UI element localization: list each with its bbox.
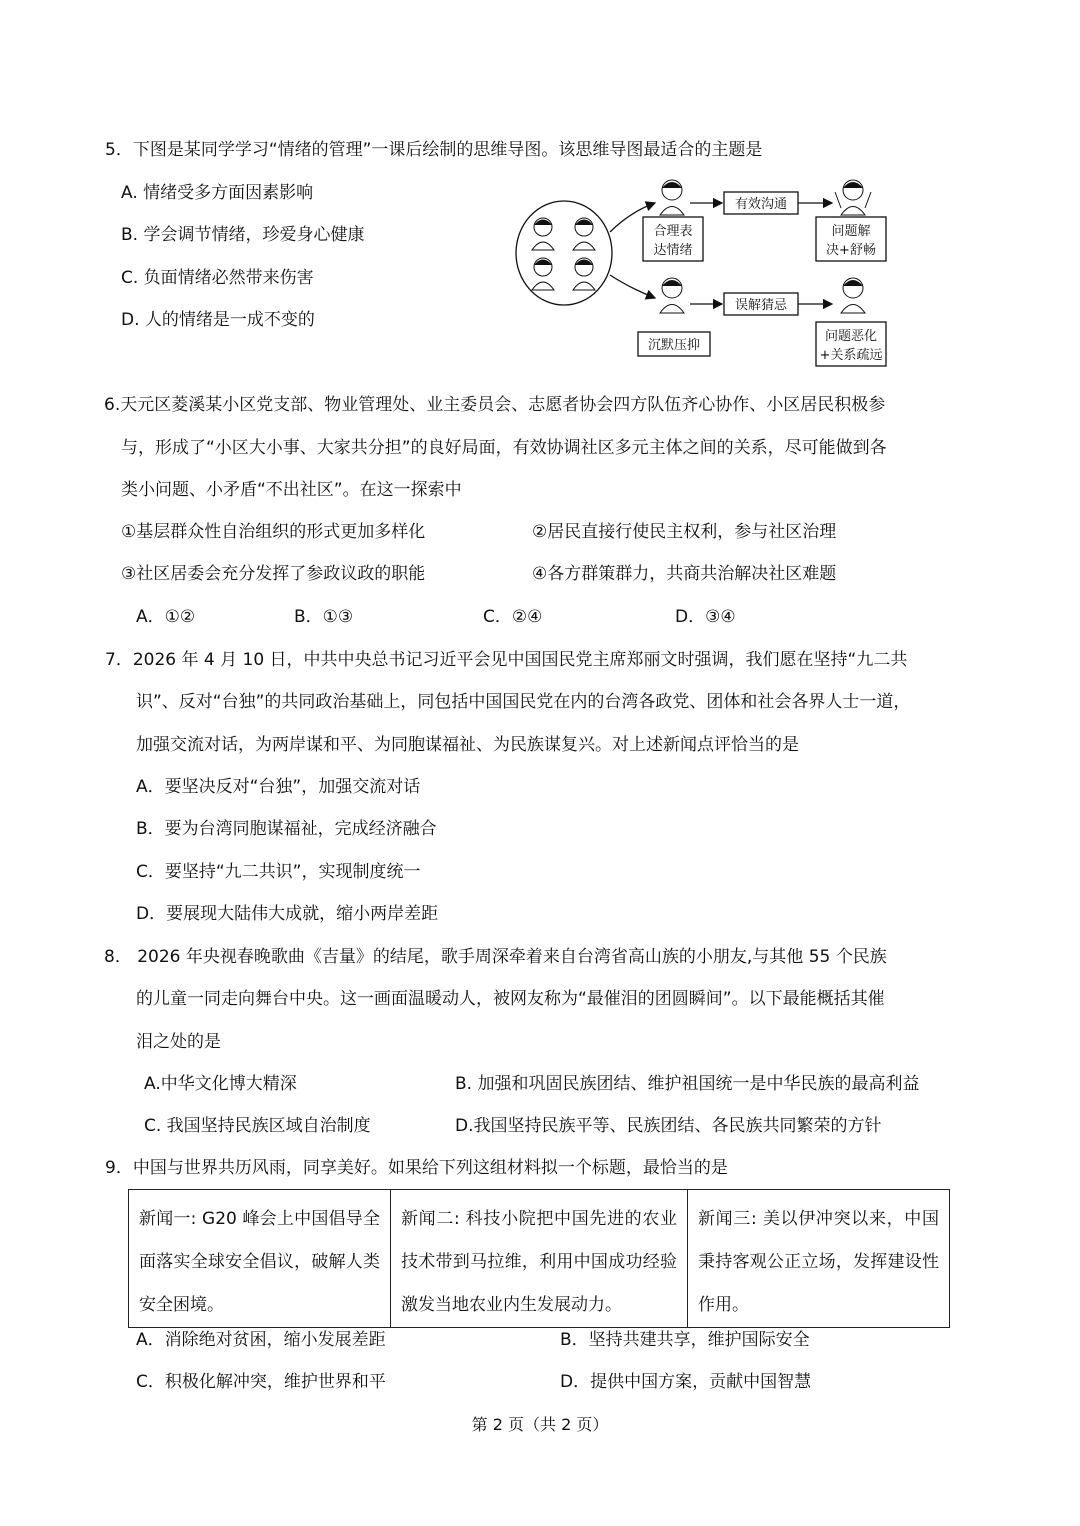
q7-stem-line3: 加强交流对话，为两岸谋和平、为同胞谋福祉、为民族谋复兴。对上述新闻点评恰当的是 <box>136 735 799 755</box>
q9-news-table <box>128 1189 950 1328</box>
q5-option-d: D. 人的情绪是一成不变的 <box>121 310 315 330</box>
q6-stem-line3: 类小问题、小矛盾“不出社区”。在这一探索中 <box>121 480 462 500</box>
top-right-box-line2: 决+舒畅 <box>826 243 876 258</box>
news-cell-1: 新闻一: G20 峰会上中国倡导全面落实全球安全倡议，破解人类安全困境。 <box>129 1190 391 1328</box>
q6-option-b: B．①③ <box>294 607 354 627</box>
person-icon <box>660 278 684 313</box>
q9-option-c: C．积极化解冲突，维护世界和平 <box>136 1372 386 1392</box>
news-cell-2: 新闻二: 科技小院把中国先进的农业技术带到马拉维，利用中国成功经验激发当地农业内生发展动力。 <box>391 1190 688 1328</box>
q6-option-c: C．②④ <box>483 607 543 627</box>
top-right-box-line1: 问题解 <box>831 224 871 239</box>
q6-option-a: A．①② <box>136 607 196 627</box>
top-left-box-line1: 合理表 <box>653 224 693 239</box>
q5-option-b: B. 学会调节情绪，珍爱身心健康 <box>121 225 365 245</box>
bottom-left-box-label: 沉默压抑 <box>647 338 701 353</box>
q7-option-c: C．要坚持“九二共识”，实现制度统一 <box>136 862 421 882</box>
q9-option-b: B．坚持共建共享，维护国际安全 <box>560 1330 810 1350</box>
top-left-box-line2: 达情绪 <box>653 243 693 258</box>
q8-option-b: B. 加强和巩固民族团结、维护祖国统一是中华民族的最高利益 <box>455 1074 920 1094</box>
q8-stem-line3: 泪之处的是 <box>136 1032 221 1052</box>
q7-option-a: A．要坚决反对“台独”，加强交流对话 <box>136 777 421 797</box>
q9-stem: 9．中国与世界共历风雨，同享美好。如果给下列这组材料拟一个标题，最恰当的是 <box>105 1158 728 1178</box>
q6-stem-line2: 与，形成了“小区大小事、大家共分担”的良好局面，有效协调社区多元主体之间的关系，尽可能做到各 <box>121 438 887 458</box>
q6-stem-line1: 6.天元区菱溪某小区党支部、物业管理处、业主委员会、志愿者协会四方队伍齐心协作、小区居民积极参 <box>104 395 886 415</box>
bottom-right-box-line2: +关系疏远 <box>819 348 883 363</box>
q6-statement-3: ③社区居委会充分发挥了参政议政的职能 <box>121 564 426 584</box>
q5-option-a: A. 情绪受多方面因素影响 <box>121 183 314 203</box>
q7-option-d: D．要展现大陆伟大成就，缩小两岸差距 <box>136 904 439 924</box>
page-footer: 第 2 页（共 2 页） <box>471 1415 609 1434</box>
q6-statement-4: ④各方群策群力，共商共治解决社区难题 <box>532 564 837 584</box>
q8-option-c: C. 我国坚持民族区域自治制度 <box>144 1116 371 1136</box>
q5-mind-map-diagram <box>510 170 900 370</box>
bottom-right-box-line1: 问题恶化 <box>824 329 878 344</box>
q6-statement-2: ②居民直接行使民主权利，参与社区治理 <box>532 522 837 542</box>
q9-option-a: A．消除绝对贫困，缩小发展差距 <box>136 1330 386 1350</box>
q8-stem-line2: 的儿童一同走向舞台中央。这一画面温暖动人，被网友称为“最催泪的团圆瞬间”。以下最能概括其催 <box>136 989 885 1009</box>
happy-person-icon <box>835 180 871 215</box>
q8-option-d: D.我国坚持民族平等、民族团结、各民族共同繁荣的方针 <box>455 1116 882 1136</box>
person-icon <box>660 180 684 215</box>
news-cell-3: 新闻三: 美以伊冲突以来，中国秉持客观公正立场，发挥建设性作用。 <box>688 1190 950 1328</box>
emotion-faces-circle <box>516 201 612 305</box>
q5-stem: 5．下图是某同学学习“情绪的管理”一课后绘制的思维导图。该思维导图最适合的主题是 <box>105 140 763 160</box>
q9-option-d: D．提供中国方案，贡献中国智慧 <box>560 1372 812 1392</box>
q6-option-d: D．③④ <box>675 607 736 627</box>
q7-stem-line2: 识”、反对“台独”的共同政治基础上，同包括中国国民党在内的台湾各政党、团体和社会各界人士一道， <box>136 692 911 712</box>
bottom-middle-box-label: 误解猜忌 <box>734 298 788 313</box>
q8-option-a: A.中华文化博大精深 <box>144 1074 297 1094</box>
q7-stem-line1: 7．2026 年 4 月 10 日，中共中央总书记习近平会见中国国民党主席郑丽文时强调，我们愿在坚持“九二共 <box>105 650 908 670</box>
q6-statement-1: ①基层群众性自治组织的形式更加多样化 <box>121 522 426 542</box>
top-middle-box-label: 有效沟通 <box>734 197 788 212</box>
q8-stem-line1: 8． 2026 年央视春晚歌曲《吉量》的结尾，歌手周深牵着来自台湾省高山族的小朋友,与其他 55 个民族 <box>104 947 887 967</box>
sad-person-icon <box>841 278 865 313</box>
q7-option-b: B．要为台湾同胞谋福祉，完成经济融合 <box>136 819 437 839</box>
q5-option-c: C. 负面情绪必然带来伤害 <box>121 268 314 288</box>
